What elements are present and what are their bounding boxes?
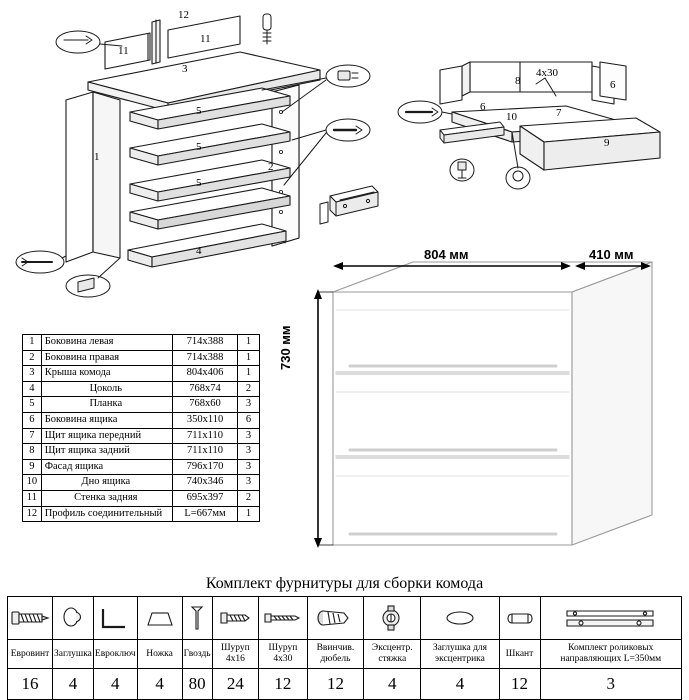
dimension-height-label: 730 мм (278, 325, 293, 370)
kit-item-name: Заглушка (53, 640, 94, 669)
kit-cell-icon (421, 597, 499, 640)
kit-item-count: 12 (259, 669, 308, 700)
part-quantity: 2 (238, 381, 260, 397)
part-dimension: 714х388 (172, 335, 237, 351)
kit-item-name: Ввинчив. дюбель (307, 640, 363, 669)
kit-cell-icon (93, 597, 137, 640)
callout-11-right: 11 (200, 33, 211, 45)
part-quantity: 1 (238, 350, 260, 366)
part-dimension: 804х406 (172, 366, 237, 382)
callout-4x30: 4х30 (536, 67, 558, 79)
kit-icons-row (8, 597, 682, 640)
table-row (23, 475, 260, 491)
screw-in-dowel-icon (314, 601, 356, 635)
callout-9: 9 (604, 137, 610, 149)
table-row (23, 490, 260, 506)
part-name: Цоколь (41, 381, 172, 397)
kit-cell-icon (8, 597, 53, 640)
callout-5-c: 5 (196, 177, 202, 189)
part-quantity: 1 (238, 335, 260, 351)
kit-names-row (8, 640, 682, 669)
callout-2: 2 (268, 161, 274, 173)
kit-item-name: Евровинт (8, 640, 53, 669)
kit-cell-icon (540, 597, 681, 640)
callout-8: 8 (515, 75, 521, 87)
part-number: 9 (23, 459, 42, 475)
kit-item-count: 4 (53, 669, 94, 700)
part-dimension: 768х60 (172, 397, 237, 413)
drawer-slides-icon (561, 601, 661, 635)
kit-item-count: 4 (137, 669, 182, 700)
kit-item-name: Шуруп 4х30 (259, 640, 308, 669)
part-dimension: 768х74 (172, 381, 237, 397)
part-quantity: 3 (238, 459, 260, 475)
table-row (23, 381, 260, 397)
callout-4: 4 (196, 245, 202, 257)
kit-cell-icon (307, 597, 363, 640)
part-name: Дно ящика (41, 475, 172, 491)
part-quantity: 3 (238, 428, 260, 444)
part-name: Боковина правая (41, 350, 172, 366)
kit-cell-icon (364, 597, 421, 640)
part-dimension: 695х397 (172, 490, 237, 506)
part-number: 2 (23, 350, 42, 366)
kit-item-count: 80 (182, 669, 212, 700)
foot-icon (138, 601, 182, 635)
kit-cell-icon (499, 597, 540, 640)
kit-item-name: Ножка (137, 640, 182, 669)
callout-7: 7 (556, 107, 562, 119)
part-number: 12 (23, 506, 42, 522)
callout-6-left: 6 (480, 101, 486, 113)
kit-item-count: 4 (364, 669, 421, 700)
part-quantity: 3 (238, 444, 260, 460)
kit-cell-icon (212, 597, 258, 640)
part-quantity: 1 (238, 366, 260, 382)
table-row (23, 350, 260, 366)
part-number: 3 (23, 366, 42, 382)
kit-item-name: Шкант (499, 640, 540, 669)
kit-item-count: 24 (212, 669, 258, 700)
cam-lock-icon (374, 601, 410, 635)
part-name: Щит ящика передний (41, 428, 172, 444)
part-name: Фасад ящика (41, 459, 172, 475)
screw-4x30-icon (261, 601, 305, 635)
kit-item-count: 4 (421, 669, 499, 700)
callout-12: 12 (178, 9, 189, 21)
part-quantity: 3 (238, 475, 260, 491)
euro-key-icon (95, 601, 135, 635)
callout-5-a: 5 (196, 105, 202, 117)
table-row (23, 412, 260, 428)
kit-item-name: Шуруп 4х16 (212, 640, 258, 669)
part-dimension: 740х346 (172, 475, 237, 491)
table-row (23, 428, 260, 444)
dowel-icon (500, 601, 540, 635)
table-row (23, 335, 260, 351)
kit-item-name: Комплект роликовых направляющих L=350мм (540, 640, 681, 669)
part-name: Планка (41, 397, 172, 413)
kit-item-count: 3 (540, 669, 681, 700)
part-quantity: 2 (238, 490, 260, 506)
kit-item-name: Гвоздь (182, 640, 212, 669)
kit-item-name: Эксцентр. стяжка (364, 640, 421, 669)
part-number: 5 (23, 397, 42, 413)
callout-1: 1 (94, 151, 100, 163)
part-number: 8 (23, 444, 42, 460)
part-dimension: 711х110 (172, 428, 237, 444)
part-name: Крыша комода (41, 366, 172, 382)
kit-cell-icon (182, 597, 212, 640)
callout-11-left: 11 (118, 45, 129, 57)
part-dimension: 711х110 (172, 444, 237, 460)
kit-cell-icon (137, 597, 182, 640)
part-name: Боковина ящика (41, 412, 172, 428)
euro-screw-icon (8, 601, 52, 635)
kit-cell-icon (259, 597, 308, 640)
part-name: Профиль соединительный (41, 506, 172, 522)
table-row (23, 506, 260, 522)
screw-4x16-icon (215, 601, 255, 635)
dimension-depth-label: 410 мм (589, 247, 634, 262)
nail-icon (186, 601, 208, 635)
part-number: 1 (23, 335, 42, 351)
part-number: 6 (23, 412, 42, 428)
part-dimension: 714х388 (172, 350, 237, 366)
part-name: Стенка задняя (41, 490, 172, 506)
part-name: Щит ящика задний (41, 444, 172, 460)
part-name: Боковина левая (41, 335, 172, 351)
callout-3: 3 (182, 63, 188, 75)
kit-item-count: 16 (8, 669, 53, 700)
part-quantity: 6 (238, 412, 260, 428)
kit-item-count: 12 (499, 669, 540, 700)
kit-item-name: Евроключ (93, 640, 137, 669)
part-dimension: 350х110 (172, 412, 237, 428)
part-quantity: 1 (238, 506, 260, 522)
part-number: 7 (23, 428, 42, 444)
table-row (23, 397, 260, 413)
callout-6-right: 6 (610, 79, 616, 91)
callout-10: 10 (506, 111, 517, 123)
hardware-kit-table (7, 596, 682, 700)
part-number: 10 (23, 475, 42, 491)
parts-list-table (22, 334, 260, 522)
part-quantity: 3 (238, 397, 260, 413)
table-row (23, 444, 260, 460)
kit-item-count: 4 (93, 669, 137, 700)
kit-item-count: 12 (307, 669, 363, 700)
part-dimension: 796х170 (172, 459, 237, 475)
kit-item-name: Заглушка для эксцентрика (421, 640, 499, 669)
table-row (23, 366, 260, 382)
cam-cover-icon (440, 601, 480, 635)
part-number: 4 (23, 381, 42, 397)
dimension-width-label: 804 мм (424, 247, 469, 262)
part-dimension: L=667мм (172, 506, 237, 522)
table-row (23, 459, 260, 475)
callout-5-b: 5 (196, 141, 202, 153)
kit-title: Комплект фурнитуры для сборки комода (205, 575, 484, 592)
kit-cell-icon (53, 597, 94, 640)
kit-counts-row (8, 669, 682, 700)
part-number: 11 (23, 490, 42, 506)
cap-plug-icon (56, 601, 90, 635)
